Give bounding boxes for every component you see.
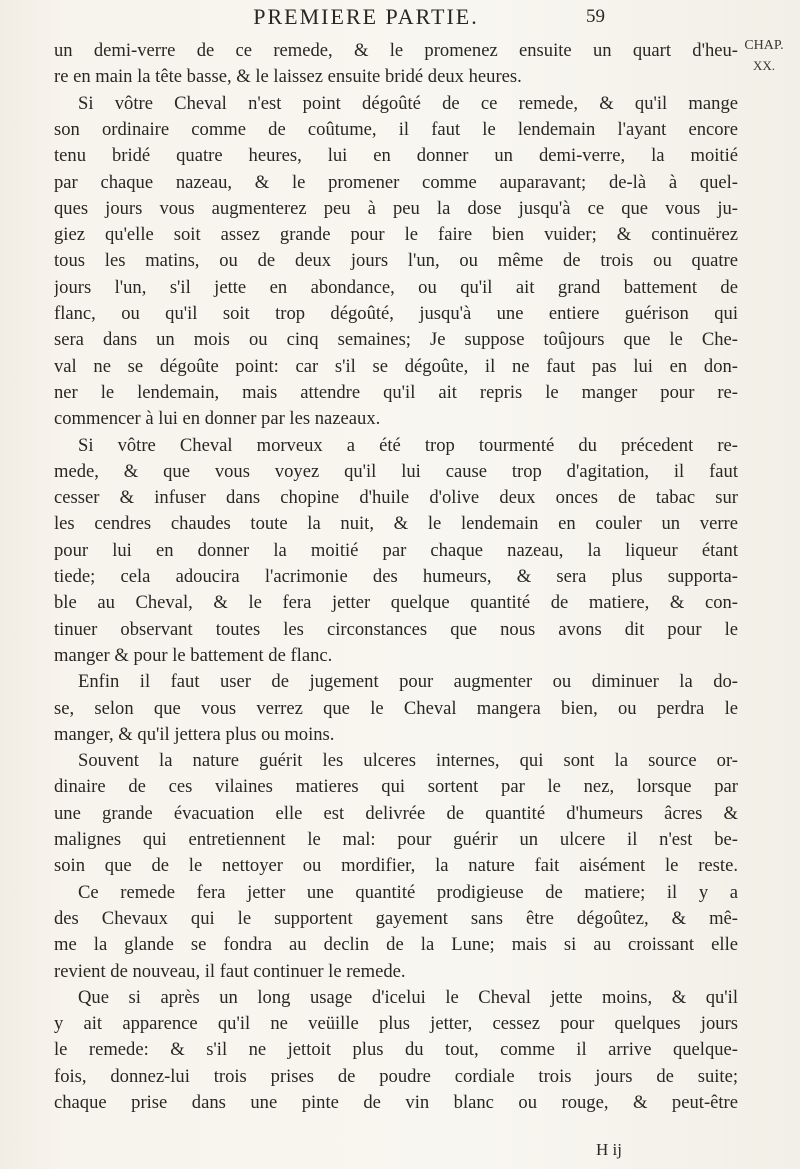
text-line: giez qu'elle soit assez grande pour le faire bien vuider; & continuërez [54, 224, 738, 246]
text-line: le remede: & s'il ne jettoit plus du tout, comme il arrive quelque- [54, 1039, 738, 1061]
margin-chapter-label: CHAP. [744, 38, 784, 53]
text-line: me la glande se fondra au declin de la Lune; mais si au croissant elle [54, 934, 738, 956]
text-line: manger & pour le battement de flanc. [54, 644, 333, 666]
text-line: son ordinaire comme de coûtume, il faut le lendemain l'ayant encore [54, 118, 738, 140]
text-line: par chaque nazeau, & le promener comme auparavant; de-là à quel- [54, 171, 738, 193]
text-line: pour lui en donner la moitié par chaque nazeau, la liqueur étant [54, 539, 738, 561]
text-line: fois, donnez-lui trois prises de poudre cordiale trois jours de suite; [54, 1065, 738, 1087]
text-line: dinaire de ces vilaines matieres qui sortent par le nez, lorsque par [54, 776, 738, 798]
text-line: Enfin il faut user de jugement pour augmenter ou diminuer la do- [78, 671, 738, 693]
text-line: Souvent la nature guérit les ulceres internes, qui sont la source or- [78, 750, 738, 772]
text-line: Ce remede fera jetter une quantité prodigieuse de matiere; il y a [78, 881, 738, 903]
text-line: ner le lendemain, mais attendre qu'il ait repris le manger pour re- [54, 381, 738, 403]
text-line: cesser & infuser dans chopine d'huile d'olive deux onces de tabac sur [54, 487, 738, 509]
text-line: re en main la tête basse, & le laissez ensuite bridé deux heures. [54, 66, 522, 88]
text-line: se, selon que vous verrez que le Cheval mangera bien, ou perdra le [54, 697, 738, 719]
text-line: tous les matins, ou de deux jours l'un, ou même de trois ou quatre [54, 250, 738, 272]
signature-mark: H ij [596, 1140, 622, 1159]
page-number: 59 [586, 6, 605, 27]
text-line: Si vôtre Cheval n'est point dégoûté de ce remede, & qu'il mange [78, 92, 738, 114]
text-line: y ait apparence qu'il ne veüille plus jetter, cessez pour quelques jours [54, 1013, 738, 1035]
text-line: ble au Cheval, & le fera jetter quelque quantité de matiere, & con- [54, 592, 738, 614]
text-line: un demi-verre de ce remede, & le promenez ensuite un quart d'heu- [54, 40, 738, 61]
text-line: les cendres chaudes toute la nuit, & le lendemain en couler un verre [54, 513, 738, 535]
text-line: val ne se dégoûte point: car s'il se dégoûte, il ne faut pas lui en don- [54, 355, 738, 377]
text-line: manger, & qu'il jettera plus ou moins. [54, 723, 335, 745]
text-line: soin que de le nettoyer ou mordifier, la nature fait aisément le reste. [54, 855, 738, 877]
running-head: PREMIERE PARTIE. [253, 4, 479, 29]
text-line: tenu bridé quatre heures, lui en donner un demi-verre, la moitié [54, 145, 738, 167]
text-line: sera dans un mois ou cinq semaines; Je suppose toûjours que le Che- [54, 329, 738, 351]
text-line: malignes qui entretiennent le mal: pour guérir un ulcere il n'est be- [54, 829, 738, 850]
margin-chapter-number: XX. [752, 58, 776, 73]
text-line: mede, & que vous voyez qu'il lui cause trop d'agitation, il faut [54, 460, 738, 482]
text-line: flanc, ou qu'il soit trop dégoûté, jusqu'à une entiere guérison qui [54, 303, 738, 324]
text-line: commencer à lui en donner par les nazeaux. [54, 408, 381, 430]
text-line: tinuer observant toutes les circonstances que nous avons dit pour le [54, 618, 738, 640]
text-line: Que si après un long usage d'icelui le Cheval jette moins, & qu'il [78, 986, 738, 1008]
text-line: jours l'un, s'il jette en abondance, ou qu'il ait grand battement de [54, 276, 738, 298]
text-line: chaque prise dans une pinte de vin blanc ou rouge, & peut-être [54, 1092, 738, 1113]
text-line: ques jours vous augmenterez peu à peu la dose jusqu'à ce que vous ju- [54, 197, 738, 219]
text-line: revient de nouveau, il faut continuer le remede. [54, 960, 406, 982]
text-line: des Chevaux qui le supportent gayement sans être dégoûtez, & mê- [54, 907, 738, 929]
text-line: tiede; cela adoucira l'acrimonie des humeurs, & sera plus supporta- [54, 566, 738, 587]
text-line: une grande évacuation elle est delivrée de quantité d'humeurs âcres & [54, 802, 738, 824]
text-line: Si vôtre Cheval morveux a été trop tourmenté du précedent re- [78, 434, 738, 456]
